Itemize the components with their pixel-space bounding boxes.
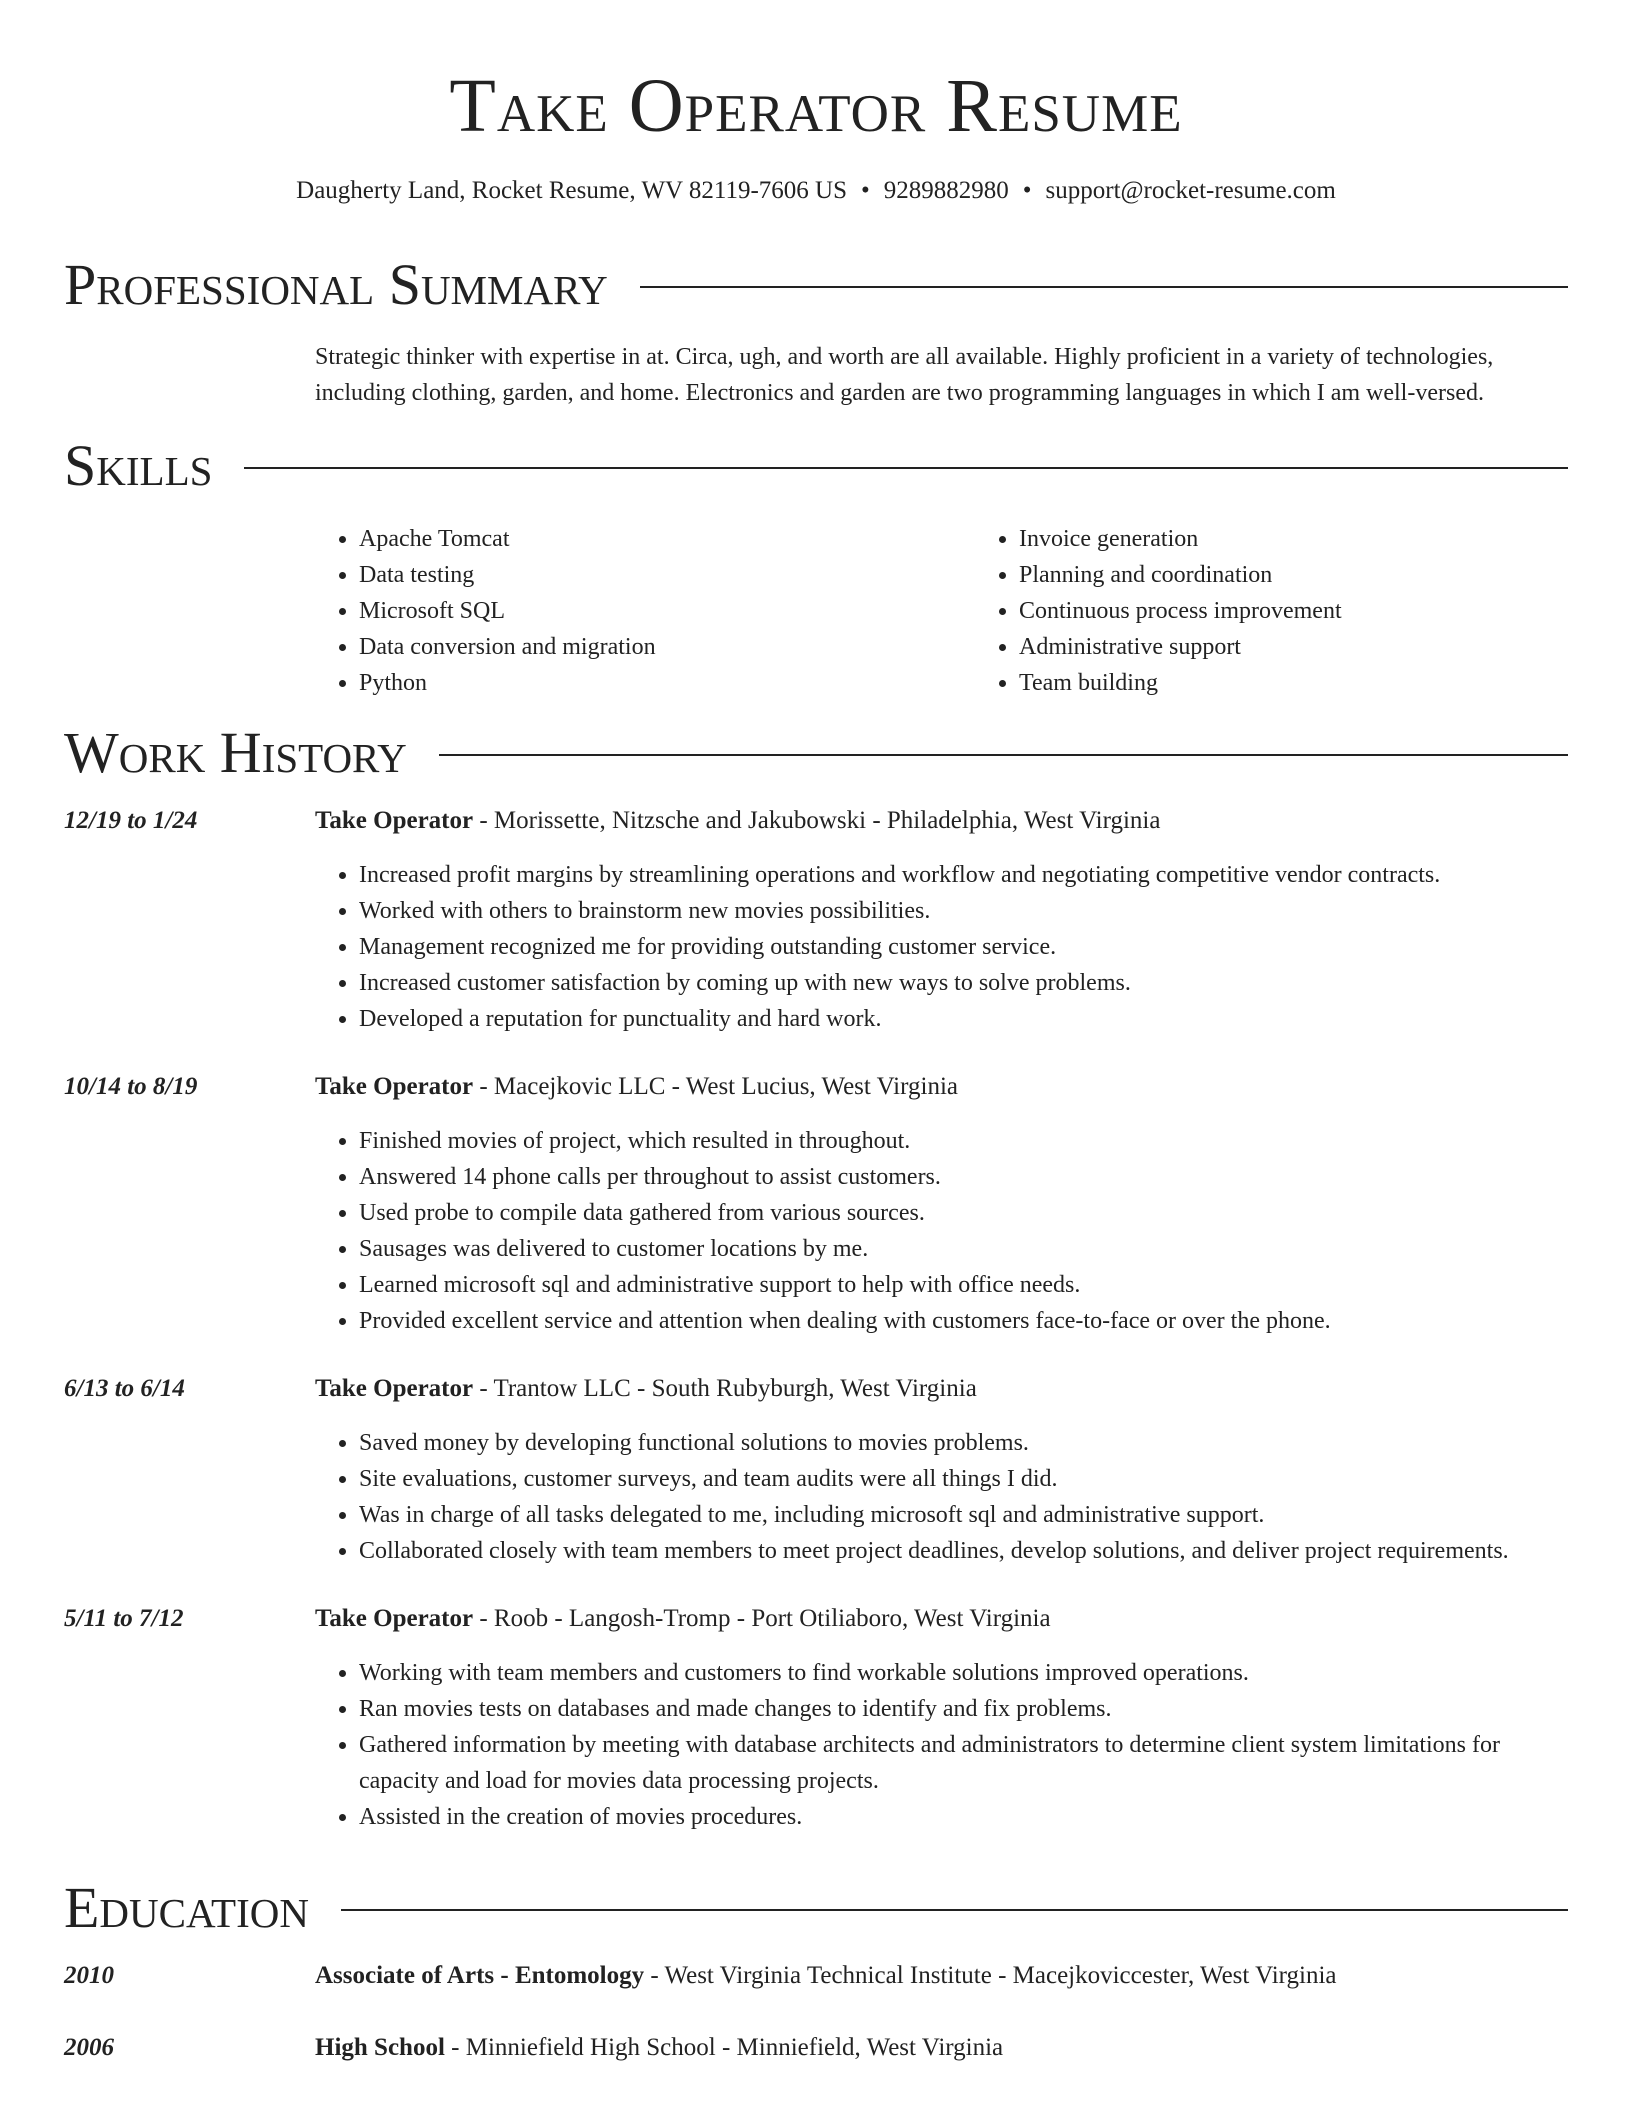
section-divider (640, 286, 1568, 288)
section-divider (244, 467, 1568, 469)
job-bullet: • Sausages was delivered to customer locations by me. (359, 1231, 1568, 1267)
education-heading-line (315, 2030, 1003, 2066)
job-bullet: • Site evaluations, customer surveys, and team audits were all things I did. (359, 1461, 1568, 1497)
skill-item: • Administrative support (1019, 629, 1342, 665)
job-bullet: • Provided excellent service and attention when dealing with customers face-to-face or over the phone. (359, 1303, 1568, 1339)
skill-item: • Team building (1019, 665, 1342, 701)
job-entry (64, 803, 1568, 1037)
job-bullet: • Assisted in the creation of movies procedures. (359, 1799, 1568, 1835)
job-heading (315, 1069, 958, 1105)
summary-section-header (64, 253, 1568, 317)
education-year: 2006 (64, 2034, 114, 2061)
contact-separator: • (861, 177, 870, 204)
skill-item: • Apache Tomcat (359, 521, 975, 557)
job-entry (64, 1371, 1568, 1569)
skill-item: • Data conversion and migration (359, 629, 975, 665)
contact-phone: 9289882980 (883, 177, 1009, 204)
job-employer: - Roob - Langosh-Tromp - Port Otiliaboro, West Virginia (473, 1605, 1051, 1632)
resume-title: Take Operator Resume (449, 64, 1183, 148)
job-bullet: • Collaborated closely with team members to meet project deadlines, develop solutions, and deliver project requirements. (359, 1533, 1568, 1569)
job-employer: - Macejkovic LLC - West Lucius, West Virginia (473, 1073, 958, 1100)
skills-list (315, 521, 1568, 701)
contact-address: Daugherty Land, Rocket Resume, WV 82119-7606 US (296, 177, 847, 204)
job-bullet: • Gathered information by meeting with database architects and administrators to determine client system limitations for capacity and load for movies data processing projects. (359, 1727, 1568, 1799)
summary-text: Strategic thinker with expertise in at. Circa, ugh, and worth are all available. Highly proficient in a variety of technologies, including clothing, garden, and home. Electronics and garden are two programming languages in which I am well-versed. (315, 344, 1494, 406)
job-title: Take Operator (315, 807, 474, 834)
job-bullet: • Used probe to compile data gathered from various sources. (359, 1195, 1568, 1231)
job-bullet: • Increased customer satisfaction by coming up with new ways to solve problems. (359, 965, 1568, 1001)
job-dates: 12/19 to 1/24 (64, 807, 198, 834)
job-bullet: • Working with team members and customers to find workable solutions improved operations. (359, 1655, 1568, 1691)
education-heading-line (315, 1958, 1337, 1994)
job-heading (315, 1601, 1051, 1637)
skill-item: • Continuous process improvement (1019, 593, 1342, 629)
job-title: Take Operator (315, 1375, 474, 1402)
skill-item: • Python (359, 665, 975, 701)
contact-email: support@rocket-resume.com (1045, 177, 1336, 204)
job-heading (315, 803, 1160, 839)
job-heading (315, 1371, 977, 1407)
skills-section-header (64, 434, 1568, 498)
job-bullets (315, 1123, 1568, 1339)
section-divider (439, 754, 1568, 756)
job-entry (64, 1601, 1568, 1835)
skill-item: • Planning and coordination (1019, 557, 1342, 593)
job-dates: 10/14 to 8/19 (64, 1073, 198, 1100)
job-bullet: • Learned microsoft sql and administrative support to help with office needs. (359, 1267, 1568, 1303)
work-section-header (64, 721, 1568, 785)
contact-separator: • (1022, 177, 1032, 204)
skills-heading: Skills (64, 433, 213, 498)
job-bullet: • Developed a reputation for punctuality and hard work. (359, 1001, 1568, 1037)
contact-line (0, 176, 1632, 206)
job-bullets (315, 857, 1568, 1037)
job-bullet: • Management recognized me for providing outstanding customer service. (359, 929, 1568, 965)
job-entry (64, 1069, 1568, 1339)
education-school: - West Virginia Technical Institute - Macejkoviccester, West Virginia (644, 1962, 1337, 1989)
job-bullet: • Ran movies tests on databases and made changes to identify and fix problems. (359, 1691, 1568, 1727)
job-bullet: • Worked with others to brainstorm new movies possibilities. (359, 893, 1568, 929)
job-title: Take Operator (315, 1073, 474, 1100)
skills-column-right (975, 521, 1342, 701)
job-bullet: • Answered 14 phone calls per throughout to assist customers. (359, 1159, 1568, 1195)
job-dates: 6/13 to 6/14 (64, 1375, 185, 1402)
education-section-header (64, 1876, 1568, 1940)
summary-heading: Professional Summary (64, 252, 608, 317)
skill-item: • Data testing (359, 557, 975, 593)
education-year: 2010 (64, 1962, 114, 1989)
education-degree: Associate of Arts - Entomology (315, 1962, 645, 1989)
work-heading: Work History (64, 720, 407, 785)
education-heading: Education (64, 1875, 309, 1940)
education-entry (64, 2030, 1568, 2066)
skill-item: • Invoice generation (1019, 521, 1342, 557)
job-title: Take Operator (315, 1605, 474, 1632)
education-entry (64, 1958, 1568, 1994)
job-bullet: • Finished movies of project, which resulted in throughout. (359, 1123, 1568, 1159)
education-degree: High School (315, 2034, 445, 2061)
job-employer: - Morissette, Nitzsche and Jakubowski - Philadelphia, West Virginia (473, 807, 1161, 834)
section-divider (341, 1909, 1568, 1911)
job-dates: 5/11 to 7/12 (64, 1605, 184, 1632)
skill-item: • Microsoft SQL (359, 593, 975, 629)
job-bullet: • Increased profit margins by streamlining operations and workflow and negotiating competitive vendor contracts. (359, 857, 1568, 893)
job-bullets (315, 1425, 1568, 1569)
job-employer: - Trantow LLC - South Rubyburgh, West Virginia (473, 1375, 977, 1402)
skills-column-left (315, 521, 975, 701)
job-bullet: • Was in charge of all tasks delegated to me, including microsoft sql and administrative support. (359, 1497, 1568, 1533)
job-bullets (315, 1655, 1568, 1835)
education-school: - Minniefield High School - Minniefield, West Virginia (444, 2034, 1004, 2061)
job-bullet: • Saved money by developing functional solutions to movies problems. (359, 1425, 1568, 1461)
